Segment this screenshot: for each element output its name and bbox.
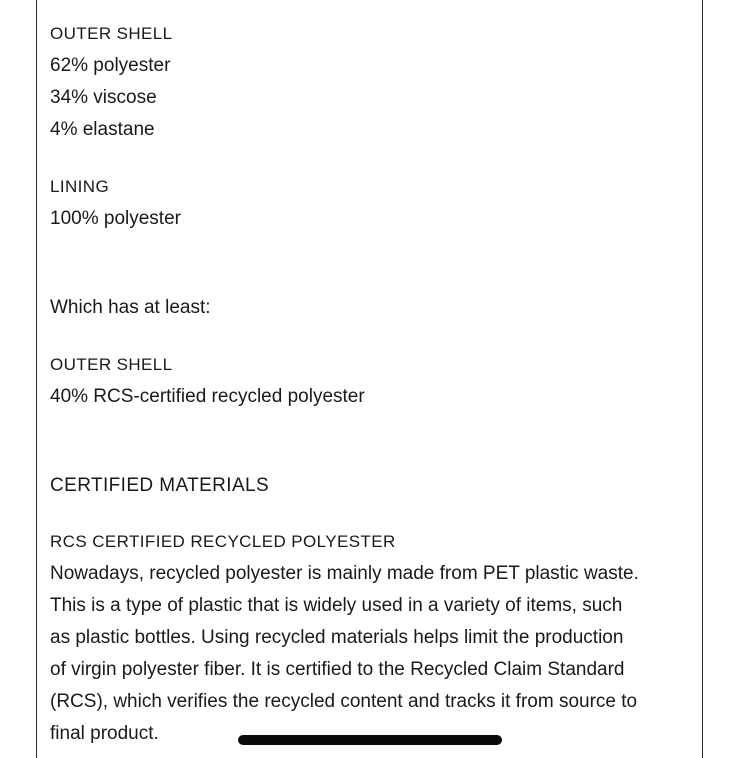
home-indicator-bar[interactable] — [238, 735, 502, 745]
rcs-material-heading: RCS CERTIFIED RECYCLED POLYESTER — [50, 532, 396, 551]
composition-panel — [50, 18, 696, 750]
description-line: final product. — [50, 723, 159, 744]
composition-section — [50, 18, 696, 235]
certified-materials-title: CERTIFIED MATERIALS — [50, 475, 270, 496]
rcs-material-description — [50, 558, 696, 750]
at-least-section — [50, 292, 696, 413]
outer-shell-heading: OUTER SHELL — [50, 24, 173, 43]
outer-shell-item: 62% polyester — [50, 55, 171, 76]
spacer — [50, 502, 696, 526]
panel-right-border — [702, 0, 703, 758]
recycled-outer-shell-item: 40% RCS-certified recycled polyester — [50, 386, 365, 407]
lining-item: 100% polyester — [50, 208, 181, 229]
outer-shell-item: 4% elastane — [50, 119, 155, 140]
spacer — [50, 146, 696, 171]
spacer — [50, 413, 696, 470]
recycled-outer-shell-heading: OUTER SHELL — [50, 355, 173, 374]
panel-left-border — [36, 0, 37, 758]
lining-heading: LINING — [50, 177, 110, 196]
spacer — [50, 235, 696, 292]
spacer — [50, 324, 696, 349]
at-least-intro: Which has at least: — [50, 297, 211, 318]
description-line: Nowadays, recycled polyester is mainly made from PET plastic waste. — [50, 563, 639, 584]
description-line: This is a type of plastic that is widely used in a variety of items, such — [50, 595, 623, 616]
description-line: as plastic bottles. Using recycled materials helps limit the production — [50, 627, 624, 648]
outer-shell-item: 34% viscose — [50, 87, 157, 108]
description-line: (RCS), which verifies the recycled content and tracks it from source to — [50, 691, 638, 712]
description-line: of virgin polyester fiber. It is certified to the Recycled Claim Standard — [50, 659, 625, 680]
certified-materials-section — [50, 470, 696, 750]
